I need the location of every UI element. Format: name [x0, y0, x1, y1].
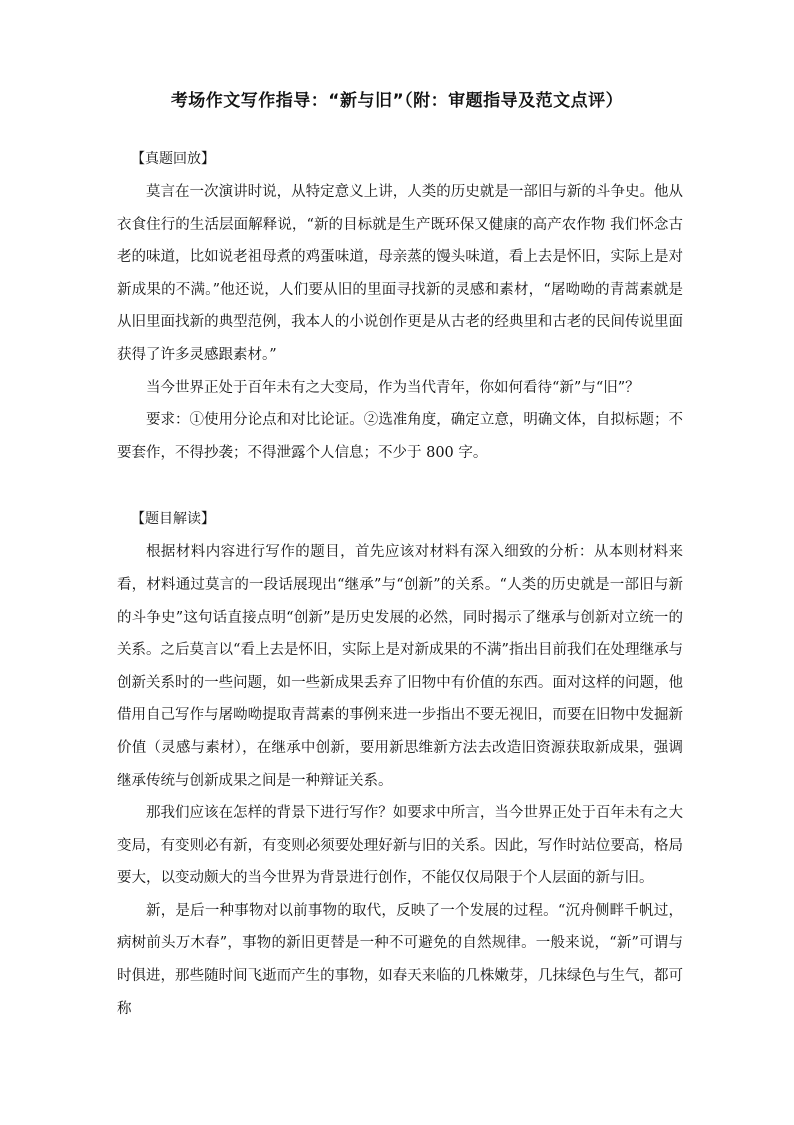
paragraph-background: 那我们应该在怎样的背景下进行写作？如要求中所言，当今世界正处于百年未有之大变局，有变则必有新，有变则必须要处理好新与旧的关系。因此，写作时站位要高，格局要大，以变动颇大的当今世界为背景进行创作，不能仅仅局限于个人层面的新与旧。	[117, 805, 683, 887]
paragraph-question: 当今世界正处于百年未有之大变局，作为当代青年，你如何看待“新”与“旧”？	[146, 379, 640, 396]
section-spacer	[117, 469, 683, 510]
paragraph-material: 莫言在一次演讲时说，从特定意义上讲，人类的历史就是一部旧与新的斗争史。他从衣食住行的生活层面解释说，“新的目标就是生产既环保又健康的高产农作物 我们怀念古老的味道，比如说老祖母煮的鸡蛋味道，母亲蒸的馒头味道，看上去是怀旧，实际上是对新成果的不满。”他还说，人们要从旧的里面寻找新的灵感和素材，“屠呦呦的青蒿素就是从旧里面找新的典型范例，我本人的小说创作更是从古老的经典里和古老的民间传说里面获得了许多灵感跟素材。”	[117, 184, 683, 363]
section-heading-interpretation: 【题目解读】	[131, 511, 215, 528]
section-heading-real-question: 【真题回放】	[131, 151, 215, 167]
paragraph-analysis: 根据材料内容进行写作的题目，首先应该对材料有深入细致的分析：从本则材料来看，材料通过莫言的一段话展现出“继承”与“创新”的关系。“人类的历史就是一部旧与新的斗争史”这句话直接点明“创新”是历史发展的必然，同时揭示了继承与创新对立统一的关系。之后莫言以“看上去是怀旧，实际上是对新成果的不满”指出目前我们在处理继承与创新关系时的一些问题，如一些新成果丢弃了旧物中有价值的东西。面对这样的问题，他借用自己写作与屠呦呦提取青蒿素的事例来进一步指出不要无视旧，而要在旧物中发掘新价值（灵感与素材），在继承中创新，要用新思维新方法去改造旧资源获取新成果，强调继承传统与创新成果之间是一种辩证关系。	[117, 544, 683, 789]
document-title: 考场作文写作指导：“新与旧”（附：审题指导及范文点评）	[170, 91, 624, 111]
paragraph-definition-new: 新，是后一种事物对以前事物的取代，反映了一个发展的过程。“沉舟侧畔千帆过，病树前头万木春”，事物的新旧更替是一种不可避免的自然规律。一般来说，“新”可谓与时俱进，那些随时间飞逝而产生的事物，如春天来临的几株嫩芽，几抹绿色与生气，都可称	[117, 902, 683, 1017]
paragraph-requirements: 要求：①使用分论点和对比论证。②选准角度，确定立意，明确文体，自拟标题；不要套作，不得抄袭；不得泄露个人信息；不少于 800 字。	[117, 412, 683, 461]
document-body	[117, 150, 683, 1025]
